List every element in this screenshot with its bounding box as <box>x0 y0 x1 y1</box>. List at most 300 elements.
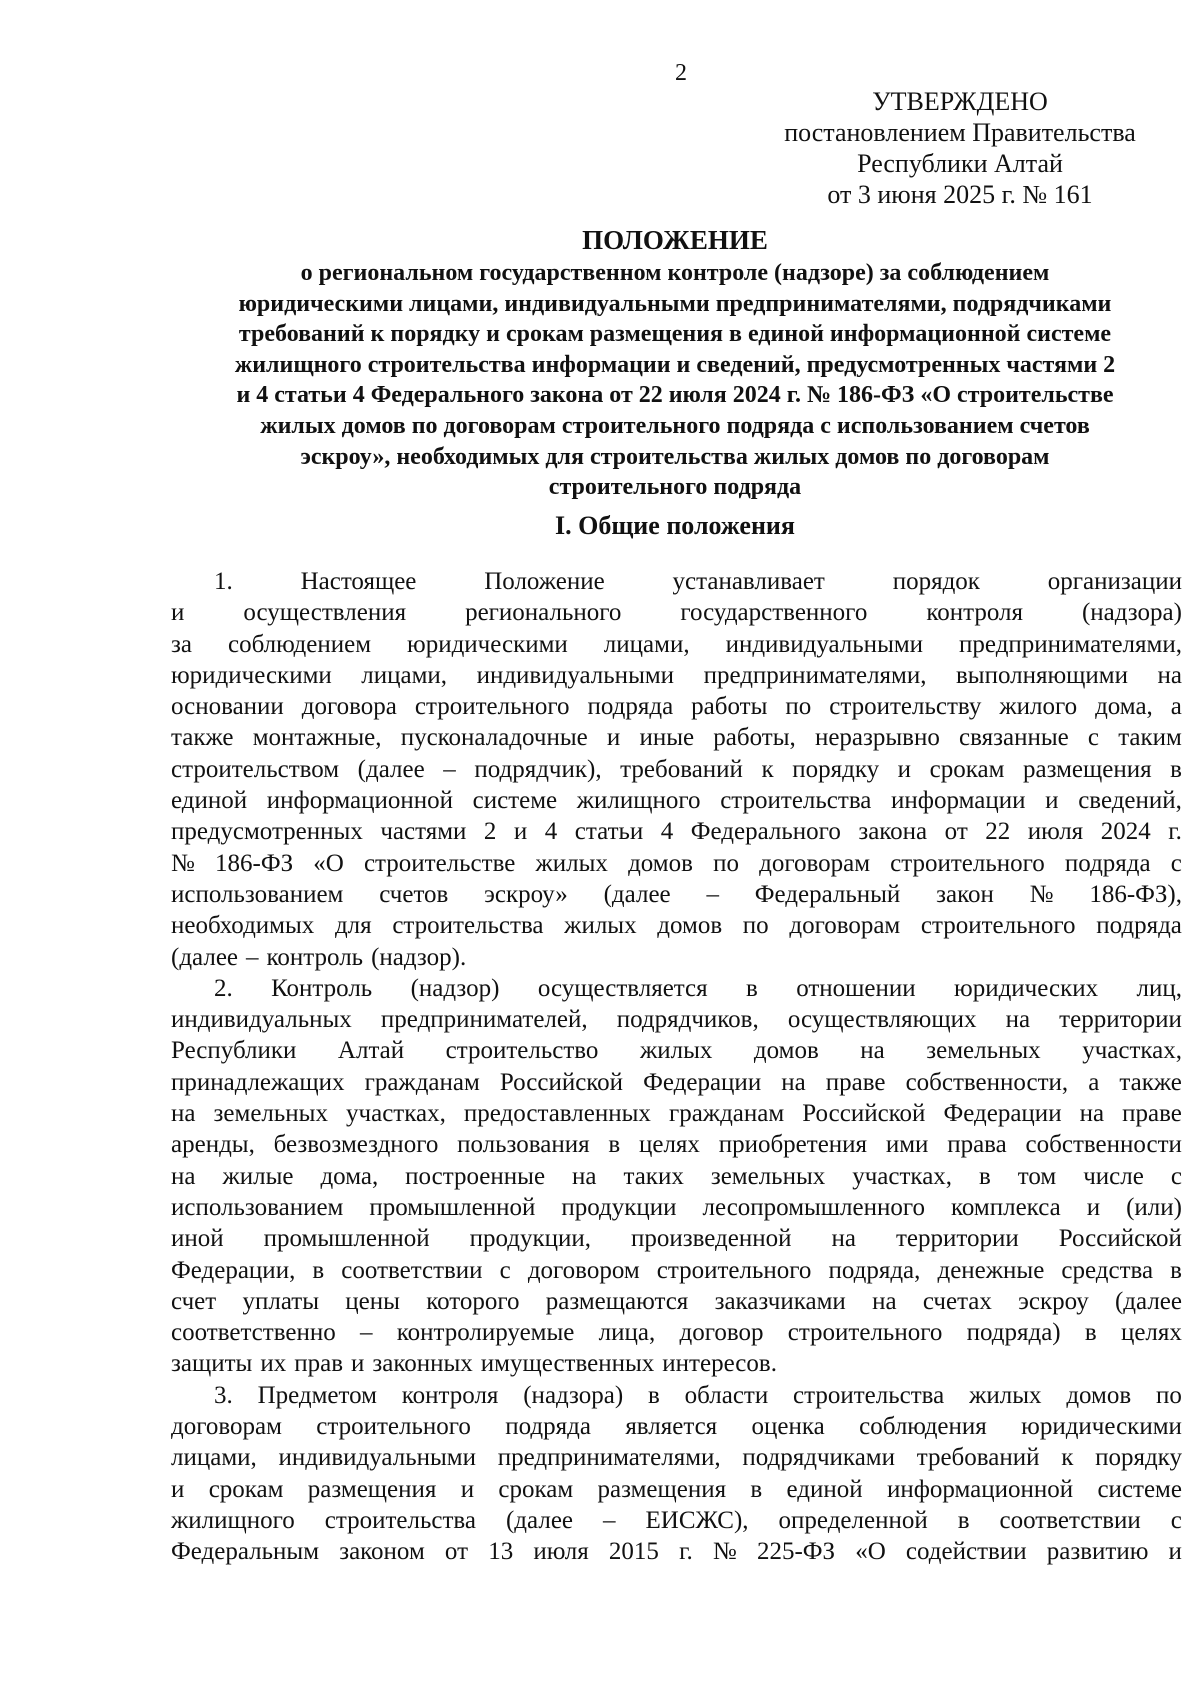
word: осуществляется <box>537 974 708 1002</box>
word: содействии <box>905 1538 1027 1566</box>
word: на <box>572 1162 597 1190</box>
word: в <box>746 974 758 1002</box>
word: контроля <box>401 1381 499 1409</box>
word: 3. <box>214 1381 233 1409</box>
word: а <box>1170 693 1182 721</box>
word: строительстве <box>363 849 516 877</box>
word: контролируемые <box>396 1319 575 1347</box>
word: (надзор). <box>371 943 467 971</box>
word: июля <box>1027 818 1084 846</box>
title-line: и 4 статьи 4 Федерального закона от 22 июля 2024 г. № 186-ФЗ «О строительстве <box>236 382 1114 409</box>
word: и <box>1045 787 1059 815</box>
word: определенной <box>778 1506 928 1534</box>
word: таким <box>1118 724 1182 752</box>
word: юридическими <box>171 661 332 689</box>
word: промышленной <box>263 1225 430 1253</box>
word: домов <box>1066 1381 1132 1409</box>
word: (надзора) <box>523 1381 624 1409</box>
word: предпринимателями, <box>497 1444 721 1472</box>
word: работы, <box>713 724 796 752</box>
word: (далее <box>171 943 239 971</box>
word: предоставленных <box>463 1100 651 1128</box>
word: от <box>444 1538 469 1566</box>
word: (надзор) <box>410 974 500 1002</box>
word: государственного <box>680 599 868 627</box>
word: информационной <box>266 787 453 815</box>
word: соблюдения <box>859 1413 987 1441</box>
word: целях <box>1120 1319 1182 1347</box>
text-line <box>171 660 1182 691</box>
word: Предметом <box>257 1381 377 1409</box>
approval-line: УТВЕРЖДЕНО <box>872 87 1048 116</box>
word: индивидуальными <box>725 630 924 658</box>
word: (далее <box>1114 1287 1182 1315</box>
word: по <box>713 849 739 877</box>
word: пользования <box>457 1131 590 1159</box>
word: и <box>460 1475 475 1503</box>
word: жилищного <box>576 787 701 815</box>
word: порядку <box>792 755 880 783</box>
word: 2 <box>483 818 497 846</box>
word: 4 <box>660 818 674 846</box>
word: на <box>831 1225 856 1253</box>
word: продукции <box>561 1193 677 1221</box>
text-line <box>171 1286 1182 1317</box>
word: подряда <box>1096 912 1182 940</box>
word: с <box>499 1256 511 1284</box>
word: интересов. <box>662 1350 777 1378</box>
word: в <box>312 1256 325 1284</box>
word: и <box>351 1350 365 1378</box>
word: организации <box>1047 568 1182 595</box>
text-line <box>171 816 1182 847</box>
word: уплаты <box>242 1287 319 1315</box>
word: на <box>860 1037 885 1065</box>
word: таких <box>623 1162 684 1190</box>
text-line <box>171 910 1182 941</box>
word: пусконаладочные <box>400 724 588 752</box>
word: информации <box>891 787 1026 815</box>
word: соответствии <box>341 1256 483 1284</box>
word: их <box>260 1350 287 1378</box>
word: по <box>1156 1381 1182 1409</box>
word: сведений, <box>1078 787 1182 815</box>
word: системе <box>472 787 558 815</box>
word: лесопромышленного <box>702 1193 926 1221</box>
word: территории <box>1059 1006 1182 1034</box>
title-main: ПОЛОЖЕНИЕ <box>582 225 768 255</box>
word: строительного <box>316 1413 471 1441</box>
word: индивидуальных <box>171 1006 352 1034</box>
approval-line: Республики Алтай <box>857 149 1063 178</box>
word: целях <box>638 1131 700 1159</box>
word: соблюдением <box>227 630 372 658</box>
word: регионального <box>465 599 622 627</box>
word: лицами, <box>361 661 448 689</box>
word: 186-ФЗ), <box>1089 880 1182 908</box>
approval-line: от 3 июня 2025 г. № 161 <box>827 180 1093 209</box>
word: строительству <box>829 693 982 721</box>
word: в <box>608 1131 621 1159</box>
text-line <box>171 848 1182 879</box>
word: (далее <box>505 1506 574 1534</box>
word: – <box>443 755 456 783</box>
word: размещаются <box>545 1287 689 1315</box>
word: подрядчик), <box>474 755 602 783</box>
text-line <box>171 1348 1182 1379</box>
word: в <box>648 1381 660 1409</box>
word: произведенной <box>631 1225 792 1253</box>
word: (далее <box>603 880 671 908</box>
word: единой <box>786 1475 863 1503</box>
word: подряда, <box>828 1256 921 1284</box>
word: № <box>1029 880 1054 908</box>
word: аренды, <box>171 1131 255 1159</box>
word: срокам <box>929 755 1005 783</box>
word: строительство <box>445 1037 599 1065</box>
word: строительного <box>787 1319 943 1347</box>
word: к <box>1061 1444 1074 1472</box>
word: жилых <box>564 912 637 940</box>
word: лиц, <box>1136 974 1182 1002</box>
text-line <box>171 1411 1182 1442</box>
word: юридических <box>954 974 1099 1002</box>
word: договорам <box>789 912 901 940</box>
word: юридическими <box>407 630 568 658</box>
word: права <box>947 1131 1007 1159</box>
word: эскроу <box>1018 1287 1089 1315</box>
word: в <box>979 1162 991 1190</box>
word: частями <box>380 818 467 846</box>
text-line <box>171 879 1182 910</box>
word: размещения <box>307 1475 437 1503</box>
word: строительного <box>414 693 570 721</box>
word: и <box>1168 1538 1182 1566</box>
word: предусмотренных <box>171 818 363 846</box>
word: на <box>171 1100 196 1128</box>
word: принадлежащих <box>171 1068 345 1096</box>
word: числе <box>1083 1162 1144 1190</box>
word: к <box>761 755 774 783</box>
word: в <box>750 1475 763 1503</box>
title-line: жилищного строительства информации и сведений, предусмотренных частями 2 <box>234 351 1116 378</box>
word: земельных <box>710 1162 826 1190</box>
title-line: о региональном государственном контроле (надзоре) за соблюдением <box>300 260 1050 286</box>
word: 186-ФЗ <box>215 849 294 877</box>
text-line <box>171 754 1182 785</box>
word: и <box>1086 1193 1101 1221</box>
word: иной <box>171 1225 224 1253</box>
word: участках, <box>852 1162 953 1190</box>
word: Алтай <box>337 1037 405 1065</box>
word: договорам <box>759 849 871 877</box>
word: средства <box>1061 1256 1154 1284</box>
word: жилых <box>969 1381 1042 1409</box>
word: подряда) <box>966 1319 1061 1347</box>
word: в <box>1170 1256 1182 1284</box>
text-line <box>171 722 1182 753</box>
word: (далее <box>357 755 425 783</box>
word: законных <box>372 1350 473 1378</box>
word: 1. <box>214 568 233 595</box>
word: Федерации <box>943 1100 1062 1128</box>
word: срокам <box>498 1475 574 1503</box>
word: на <box>781 1068 806 1096</box>
word: эскроу» <box>484 880 568 908</box>
word: домов <box>753 1037 819 1065</box>
word: строительства <box>324 1506 476 1534</box>
text-line <box>171 566 1182 597</box>
word: подрядчиков, <box>616 1006 759 1034</box>
word: – <box>706 880 719 908</box>
text-line <box>171 1035 1182 1066</box>
word: области <box>684 1381 769 1409</box>
word: закона <box>858 818 928 846</box>
title-line: строительного подряда <box>548 474 802 501</box>
word: договора <box>301 693 397 721</box>
word: строительного <box>920 912 1076 940</box>
word: продукции, <box>469 1225 592 1253</box>
word: предпринимателей, <box>380 1006 588 1034</box>
word: по <box>785 693 812 721</box>
text-line <box>171 1505 1182 1536</box>
text-line <box>171 1192 1182 1223</box>
word: в <box>957 1506 970 1534</box>
word: которого <box>426 1287 520 1315</box>
word: 2015 <box>608 1538 659 1566</box>
word: с <box>1170 849 1182 877</box>
word: июля <box>533 1538 589 1566</box>
word: устанавливает <box>672 568 825 595</box>
word: дома, <box>1095 693 1153 721</box>
text-line <box>171 973 1182 1004</box>
word: с <box>1170 1506 1182 1534</box>
word: и <box>897 755 912 783</box>
word: жилые <box>222 1162 294 1190</box>
word: на <box>1079 1100 1105 1128</box>
word: подряда <box>505 1413 591 1441</box>
word: Настоящее <box>300 568 417 595</box>
word: – <box>603 1506 616 1534</box>
word: строительного <box>656 1256 812 1284</box>
word: цены <box>345 1287 400 1315</box>
body-text <box>171 566 1182 1568</box>
text-line <box>171 1380 1182 1411</box>
word: на <box>872 1287 897 1315</box>
word: развитию <box>1046 1538 1149 1566</box>
word: на <box>1005 1006 1031 1034</box>
word: Федерального <box>690 818 841 846</box>
word: Федеральным <box>171 1538 320 1566</box>
word: строительства <box>720 787 872 815</box>
word: с <box>1170 1162 1182 1190</box>
word: строительного <box>890 849 1045 877</box>
word: размещения <box>1022 755 1152 783</box>
word: осуществления <box>243 599 407 627</box>
word: Федеральный <box>754 880 901 908</box>
word: гражданам <box>668 1100 785 1128</box>
word: отношении <box>796 974 916 1002</box>
title-line: требований к порядку и срокам размещения в единой информационной системе <box>238 321 1112 348</box>
word: заказчиками <box>714 1287 846 1315</box>
word: строительством <box>171 755 340 783</box>
word: «О <box>855 1538 886 1566</box>
title-line: эскроу», необходимых для строительства жилых домов по договорам <box>300 443 1050 470</box>
word: и <box>513 818 528 846</box>
word: по <box>742 912 769 940</box>
word: в <box>1084 1319 1097 1347</box>
word: собственности <box>1025 1131 1182 1159</box>
word: построенные <box>405 1162 546 1190</box>
title-line: жилых домов по договорам строительного подряда с использованием счетов <box>260 412 1090 439</box>
word: жилищного <box>171 1506 295 1534</box>
word: контроль <box>266 943 364 971</box>
text-line <box>171 1536 1182 1567</box>
word: домов <box>657 912 723 940</box>
word: необходимых <box>171 912 315 940</box>
word: осуществляющих <box>787 1006 977 1034</box>
word: договорам <box>171 1413 282 1441</box>
word: г. <box>1168 818 1182 846</box>
word: индивидуальными <box>278 1444 476 1472</box>
word: подряда <box>1064 849 1151 877</box>
word: неразрывно <box>814 724 940 752</box>
word: в <box>1170 755 1182 783</box>
text-line <box>171 942 1182 973</box>
word: Контроль <box>271 974 373 1002</box>
word: «О <box>313 849 344 877</box>
word: использованием <box>171 880 344 908</box>
word: Федерации, <box>171 1256 296 1284</box>
word: территории <box>895 1225 1019 1253</box>
word: лицами, <box>603 630 690 658</box>
word: собственности, <box>905 1068 1069 1096</box>
text-line <box>171 691 1182 722</box>
word: – <box>359 1319 373 1347</box>
text-line <box>171 785 1182 816</box>
word: порядку <box>1095 1444 1182 1472</box>
word: имущественных <box>480 1350 655 1378</box>
word: гражданам <box>364 1068 480 1096</box>
word: законом <box>339 1538 425 1566</box>
word: приобретения <box>718 1131 868 1159</box>
word: жилых <box>639 1037 713 1065</box>
word: требований <box>620 755 743 783</box>
word: 2024 <box>1100 818 1151 846</box>
word: предпринимателями, <box>959 630 1182 658</box>
word: и <box>171 1475 185 1503</box>
word: монтажные, <box>252 724 382 752</box>
word: использованием <box>171 1193 344 1221</box>
word: Российской <box>499 1068 624 1096</box>
word: Федерации <box>643 1068 762 1096</box>
word: срокам <box>208 1475 284 1503</box>
word: ими <box>885 1131 929 1159</box>
word: ЕИСЖС), <box>645 1506 749 1534</box>
word: Республики <box>171 1037 297 1065</box>
word: участках, <box>1082 1037 1182 1065</box>
word: Положение <box>484 568 605 595</box>
text-line <box>171 1317 1182 1348</box>
word: защиты <box>171 1350 253 1378</box>
word: является <box>625 1413 718 1441</box>
word: для <box>334 912 372 940</box>
word: единой <box>171 787 248 815</box>
text-line <box>171 1442 1182 1473</box>
word: также <box>1119 1068 1182 1096</box>
word: системе <box>1097 1475 1182 1503</box>
title-line: юридическими лицами, индивидуальными предпринимателями, подрядчиками <box>238 290 1112 317</box>
word: выполняющими <box>956 661 1129 689</box>
word: на <box>1157 661 1182 689</box>
text-line <box>171 1004 1182 1035</box>
approval-line: постановлением Правительства <box>784 118 1136 147</box>
word: участках, <box>346 1100 446 1128</box>
word: контроля <box>926 599 1023 627</box>
word: статьи <box>574 818 644 846</box>
word: лицами, <box>171 1444 257 1472</box>
word: 22 <box>985 818 1011 846</box>
word: жилых <box>535 849 608 877</box>
word: Российской <box>802 1100 926 1128</box>
word: 2. <box>214 974 233 1002</box>
word: комплекса <box>951 1193 1061 1221</box>
word: № <box>171 849 195 877</box>
word: подряда <box>587 693 674 721</box>
word: также <box>171 724 234 752</box>
word: лица, <box>598 1319 656 1347</box>
word: оценка <box>751 1413 825 1441</box>
word: юридическими <box>1021 1413 1182 1441</box>
word: (надзора) <box>1081 599 1182 627</box>
word: безвозмездного <box>273 1131 439 1159</box>
word: счетов <box>379 880 449 908</box>
word: счет <box>171 1287 217 1315</box>
word: земельных <box>926 1037 1041 1065</box>
text-line <box>171 597 1182 628</box>
word: и <box>171 599 185 627</box>
word: работы <box>691 693 768 721</box>
word: том <box>1017 1162 1057 1190</box>
word: размещения <box>597 1475 727 1503</box>
word: подрядчиками <box>742 1444 895 1472</box>
word: г. <box>679 1538 693 1566</box>
text-line <box>171 1098 1182 1129</box>
text-line <box>171 1067 1182 1098</box>
word: Российской <box>1058 1225 1182 1253</box>
word: договор <box>679 1319 764 1347</box>
document-title <box>150 222 1200 503</box>
word: прав <box>294 1350 343 1378</box>
word: порядок <box>892 568 980 595</box>
word: 4 <box>544 818 558 846</box>
text-line <box>171 1474 1182 1505</box>
word: а <box>1088 1068 1100 1096</box>
word: жилого <box>999 693 1078 721</box>
word: земельных <box>213 1100 328 1128</box>
word: на <box>171 1162 196 1190</box>
word: соответствии <box>999 1506 1141 1534</box>
text-line <box>171 1161 1182 1192</box>
word: праве <box>1122 1100 1182 1128</box>
word: счетах <box>922 1287 992 1315</box>
text-line <box>171 629 1182 660</box>
word: связанные <box>959 724 1069 752</box>
word: промышленной <box>369 1193 536 1221</box>
word: дома, <box>320 1162 379 1190</box>
word: иные <box>639 724 695 752</box>
word: договором <box>527 1256 640 1284</box>
